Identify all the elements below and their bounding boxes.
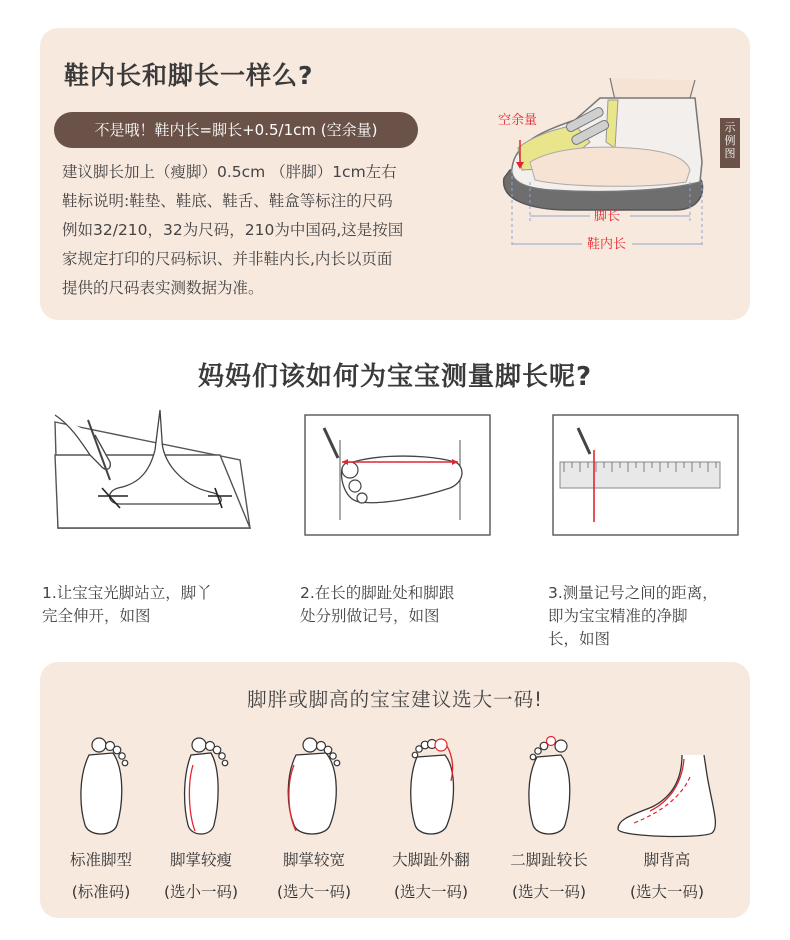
example-tag-char: 示 [724,121,736,134]
foot-size-advice: (标准码) [71,883,131,901]
inner-length-label: 鞋内长 [587,237,627,252]
foot-size-advice: (选大一码) [511,883,587,901]
caption-line: 长，如图 [548,630,611,648]
standard-foot-icon [71,735,131,840]
answer-pill: 不是哦！鞋内长=脚长+0.5/1cm (空余量) [54,112,418,148]
foot-label: 脚掌较瘦 [169,851,232,869]
bunion-foot-icon [401,735,461,840]
foot-label: 标准脚型 [69,851,132,869]
foot-type-narrow [146,735,256,902]
explanation-line: 鞋标说明:鞋垫、鞋底、鞋舌、鞋盒等标注的尺码 [62,192,393,210]
foot-size-advice: (选大一码) [629,883,705,901]
foot-size-advice: (选小一码) [163,883,239,901]
step2-caption [300,582,454,628]
explanation-line: 例如32/210，32为尺码，210为中国码,这是按国 [62,221,404,239]
foot-type-high-instep [612,735,722,902]
foot-label: 脚掌较宽 [282,851,345,869]
foot-type-standard [46,735,156,902]
step1-illustration [50,400,255,540]
section2-title: 妈妈们该如何为宝宝测量脚长呢? [197,362,593,392]
caption-line: 2.在长的脚趾处和脚跟 [300,584,455,602]
example-tag-char: 图 [724,147,736,160]
explanation-paragraph [62,158,472,303]
section3-title: 脚胖或脚高的宝宝建议选大一码! [247,688,543,711]
caption-line: 即为宝宝精准的净脚 [548,607,688,625]
foot-size-advice: (选大一码) [393,883,469,901]
spare-label: 空余量 [498,113,538,128]
foot-label: 大脚趾外翻 [392,851,470,869]
foot-type-bunion [376,735,486,902]
caption-line: 处分别做记号，如图 [300,607,440,625]
wide-foot-icon [282,735,346,840]
step3-illustration [548,410,743,540]
foot-type-wide [259,735,369,902]
narrow-foot-icon [171,735,231,840]
step3-caption [548,582,718,651]
explanation-line: 家规定打印的尺码标识、并非鞋内长,内长以页面 [62,250,393,268]
high-instep-foot-icon [612,735,722,840]
caption-line: 3.测量记号之间的距离， [548,584,718,602]
example-tag [720,118,740,168]
step1-caption [42,582,212,628]
caption-line: 1.让宝宝光脚站立，脚丫 [42,584,212,602]
section1-title: 鞋内长和脚长一样么? [64,61,314,90]
foot-length-label: 脚长 [594,209,621,224]
foot-type-long-second-toe [494,735,604,902]
foot-label: 脚背高 [643,851,691,869]
foot-label: 二脚趾较长 [510,851,588,869]
foot-size-advice: (选大一码) [276,883,352,901]
step2-illustration [300,410,495,540]
example-tag-char: 例 [724,134,736,147]
shoe-illustration [490,70,750,270]
explanation-line: 建议脚长加上（瘦脚）0.5cm （胖脚）1cm左右 [62,163,397,181]
explanation-line: 提供的尺码表实测数据为准。 [62,279,264,297]
caption-line: 完全伸开，如图 [42,607,151,625]
long-second-toe-icon [519,735,579,840]
